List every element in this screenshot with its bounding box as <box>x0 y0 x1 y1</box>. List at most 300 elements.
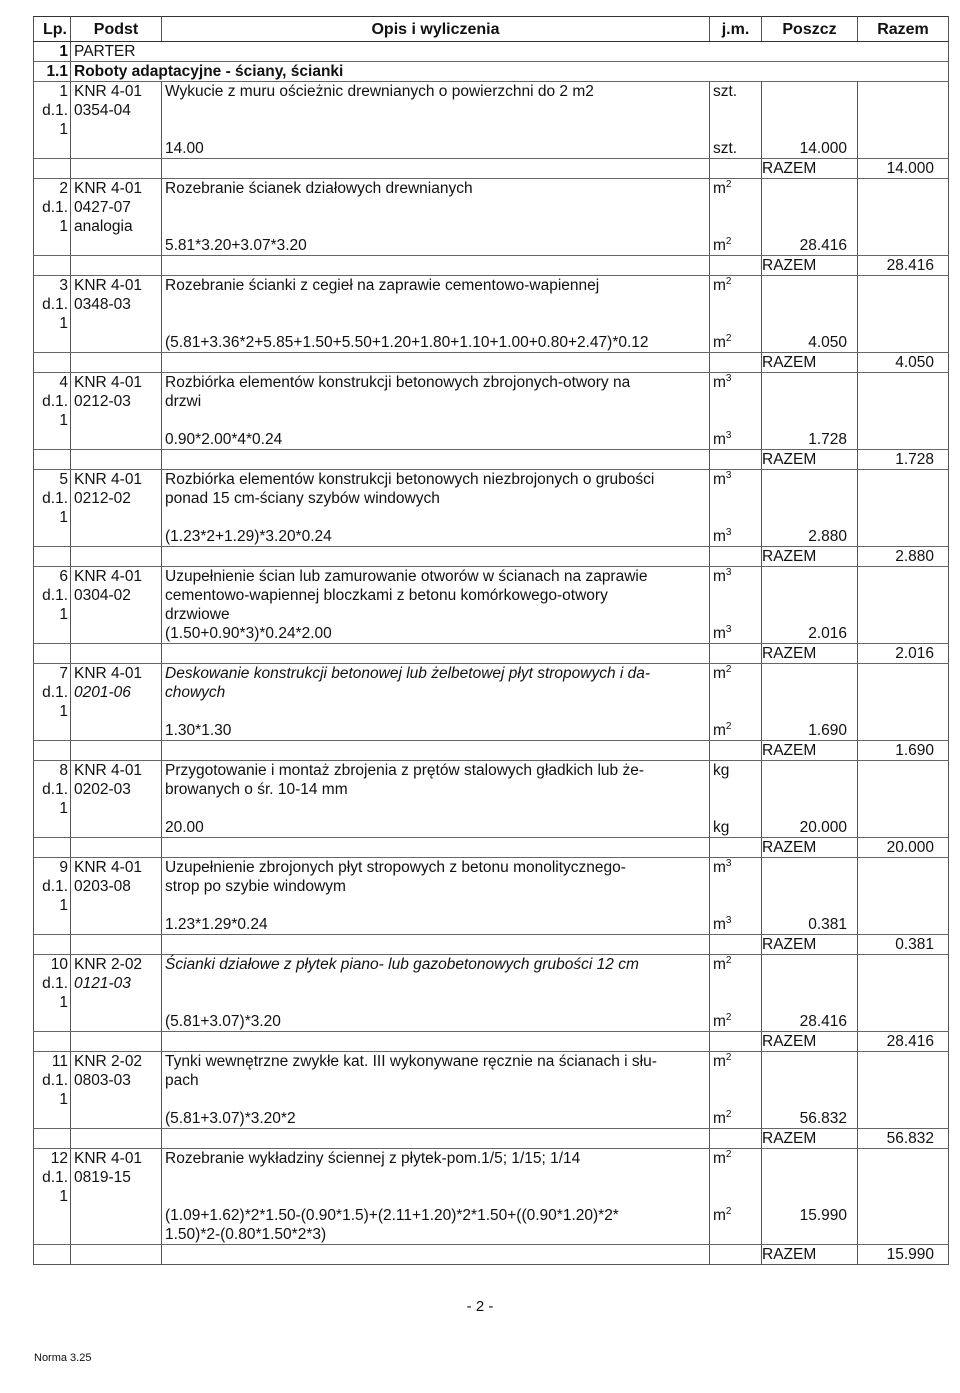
item-description-line: Rozebranie ścianek działowych drewnianych <box>162 179 710 199</box>
item-calculation: 14.00 <box>162 139 710 159</box>
item-unit-text: $m^3$ <box>713 469 732 488</box>
item-row-2 <box>34 179 949 199</box>
item-empty <box>710 547 762 567</box>
item-description-line: drzwiowe <box>162 605 710 624</box>
item-row-8 <box>34 761 949 781</box>
item-description-line <box>162 198 710 217</box>
item-unit-text: $m^3$ <box>713 566 732 585</box>
item-description-line <box>162 974 710 993</box>
item-calc-unit-text: $m^2$ <box>713 332 732 351</box>
item-calc-row <box>34 333 949 353</box>
item-description-line: chowych <box>162 683 710 702</box>
item-unit-text: $m^3$ <box>713 857 732 876</box>
item-empty <box>710 1129 762 1149</box>
item-description-line <box>162 799 710 818</box>
item-unit <box>710 179 762 199</box>
item-row-cont <box>34 799 949 818</box>
item-empty <box>34 818 71 838</box>
item-unit <box>710 1052 762 1072</box>
item-empty <box>858 858 949 878</box>
item-lp-prefix: d.1. <box>34 877 71 896</box>
item-description-line: Rozbiórka elementów konstrukcji betonowych niezbrojonych o grubości <box>162 470 710 490</box>
item-empty <box>710 586 762 605</box>
item-total-value: 28.416 <box>858 256 949 276</box>
item-calculation: 1.23*1.29*0.24 <box>162 915 710 935</box>
subsection-row <box>34 62 949 82</box>
item-empty <box>71 1245 162 1265</box>
item-description-line <box>162 314 710 333</box>
item-empty <box>762 974 858 993</box>
item-empty <box>710 353 762 373</box>
item-empty <box>762 1149 858 1169</box>
item-calc-unit <box>710 1109 762 1129</box>
item-empty <box>858 82 949 102</box>
item-empty <box>710 392 762 411</box>
item-empty <box>710 198 762 217</box>
item-empty <box>762 586 858 605</box>
item-podst-code: 0819-15 <box>71 1168 162 1187</box>
item-empty <box>762 993 858 1012</box>
item-podst-code: 0304-02 <box>71 586 162 605</box>
item-total-label: RAZEM <box>762 450 858 470</box>
item-empty <box>762 1187 858 1206</box>
item-empty <box>710 935 762 955</box>
item-empty <box>762 799 858 818</box>
item-empty <box>858 664 949 684</box>
item-calc-unit-text: szt. <box>713 140 738 157</box>
item-total-row <box>34 547 949 567</box>
item-poszcz-value: 1.728 <box>762 430 858 450</box>
item-row-4 <box>34 373 949 393</box>
item-podst-code: 0212-03 <box>71 392 162 411</box>
item-empty <box>710 683 762 702</box>
item-empty <box>710 1225 762 1245</box>
item-empty <box>858 955 949 975</box>
item-row-3 <box>34 276 949 296</box>
item-description-line: drzwi <box>162 392 710 411</box>
item-empty <box>858 974 949 993</box>
item-empty <box>34 1206 71 1225</box>
item-lp-count: 1 <box>34 799 71 818</box>
item-description-line: Rozebranie wykładziny ściennej z płytek-pom.1/5; 1/15; 1/14 <box>162 1149 710 1169</box>
item-description-line <box>162 217 710 236</box>
item-empty <box>858 761 949 781</box>
item-empty <box>710 217 762 236</box>
item-calc-unit <box>710 818 762 838</box>
item-podst-code: 0202-03 <box>71 780 162 799</box>
item-empty <box>858 780 949 799</box>
item-row-cont <box>34 993 949 1012</box>
item-empty <box>762 664 858 684</box>
item-row-cont <box>34 1168 949 1187</box>
item-total-row <box>34 838 949 858</box>
item-empty <box>71 139 162 159</box>
item-empty <box>710 1032 762 1052</box>
item-empty <box>710 1071 762 1090</box>
item-lp-count: 1 <box>34 702 71 721</box>
item-podst-catalog: KNR 4-01 <box>71 1149 162 1169</box>
item-row-cont <box>34 683 949 702</box>
item-empty <box>71 236 162 256</box>
item-empty <box>762 373 858 393</box>
item-lp: 8 <box>34 761 71 781</box>
item-empty <box>762 101 858 120</box>
item-empty <box>34 139 71 159</box>
item-row-cont <box>34 586 949 605</box>
item-total-value: 28.416 <box>858 1032 949 1052</box>
item-empty <box>710 1090 762 1109</box>
item-empty <box>71 1225 162 1245</box>
item-row-cont <box>34 392 949 411</box>
item-row-10 <box>34 955 949 975</box>
item-empty <box>71 430 162 450</box>
item-row-cont <box>34 217 949 236</box>
item-lp: 6 <box>34 567 71 587</box>
item-empty <box>710 1187 762 1206</box>
item-lp: 11 <box>34 1052 71 1072</box>
item-calc-row <box>34 1206 949 1225</box>
item-unit-text: $m^2$ <box>713 1051 732 1070</box>
item-empty <box>71 1206 162 1225</box>
item-empty <box>162 450 710 470</box>
item-empty <box>858 101 949 120</box>
item-empty <box>710 101 762 120</box>
item-poszcz-value: 4.050 <box>762 333 858 353</box>
item-poszcz-value: 14.000 <box>762 139 858 159</box>
item-row-6 <box>34 567 949 587</box>
item-calc-unit-text: $m^2$ <box>713 235 732 254</box>
item-row-cont <box>34 508 949 527</box>
item-total-row <box>34 353 949 373</box>
item-empty <box>710 159 762 179</box>
item-calc-unit <box>710 236 762 256</box>
item-empty <box>71 450 162 470</box>
item-empty <box>858 120 949 139</box>
item-row-cont <box>34 896 949 915</box>
item-empty <box>71 1109 162 1129</box>
item-empty <box>710 1245 762 1265</box>
item-empty <box>34 838 71 858</box>
item-podst-catalog: KNR 4-01 <box>71 664 162 684</box>
item-empty <box>858 217 949 236</box>
item-lp: 3 <box>34 276 71 296</box>
item-description-line <box>162 1168 710 1187</box>
item-empty <box>34 333 71 353</box>
footer-software-label: Norma 3.25 <box>34 1352 92 1364</box>
item-empty <box>858 139 949 159</box>
item-empty <box>858 1012 949 1032</box>
item-row-cont <box>34 198 949 217</box>
item-podst-note <box>71 314 162 333</box>
item-unit <box>710 470 762 490</box>
item-poszcz-value: 28.416 <box>762 1012 858 1032</box>
item-description-line: Wykucie z muru ościeżnic drewnianych o powierzchni do 2 m2 <box>162 82 710 102</box>
item-podst-note <box>71 896 162 915</box>
item-empty <box>762 896 858 915</box>
item-total-label: RAZEM <box>762 353 858 373</box>
table-header-row <box>34 17 949 42</box>
item-empty <box>762 877 858 896</box>
item-empty <box>858 373 949 393</box>
item-empty <box>34 1012 71 1032</box>
item-unit <box>710 373 762 393</box>
header-jm: j.m. <box>710 17 762 42</box>
item-empty <box>34 547 71 567</box>
item-description-line: pach <box>162 1071 710 1090</box>
item-lp-prefix: d.1. <box>34 489 71 508</box>
item-empty <box>858 1206 949 1225</box>
item-empty <box>71 1032 162 1052</box>
item-lp-prefix: d.1. <box>34 1071 71 1090</box>
item-total-value: 15.990 <box>858 1245 949 1265</box>
item-calc-unit-text: $m^3$ <box>713 623 732 642</box>
item-row-cont <box>34 702 949 721</box>
item-description-line: browanych o śr. 10-14 mm <box>162 780 710 799</box>
section-lp: 1 <box>34 42 71 62</box>
item-total-label: RAZEM <box>762 256 858 276</box>
item-description-line: Przygotowanie i montaż zbrojenia z prętów stalowych gładkich lub że- <box>162 761 710 781</box>
section-row <box>34 42 949 62</box>
item-row-cont <box>34 295 949 314</box>
item-empty <box>762 955 858 975</box>
item-description-line <box>162 508 710 527</box>
item-calc-unit-text: $m^2$ <box>713 1205 732 1224</box>
item-empty <box>858 295 949 314</box>
item-empty <box>34 1109 71 1129</box>
item-podst-catalog: KNR 2-02 <box>71 955 162 975</box>
item-empty <box>858 198 949 217</box>
item-poszcz-value: 28.416 <box>762 236 858 256</box>
item-unit-text: szt. <box>713 83 738 100</box>
item-unit <box>710 664 762 684</box>
item-calc-unit-text: $m^3$ <box>713 914 732 933</box>
item-empty <box>71 527 162 547</box>
item-empty <box>710 508 762 527</box>
item-lp-count: 1 <box>34 1187 71 1206</box>
item-lp-prefix: d.1. <box>34 101 71 120</box>
item-empty <box>710 120 762 139</box>
table-body <box>34 42 949 1265</box>
item-row-cont <box>34 101 949 120</box>
item-unit-text: kg <box>713 762 730 779</box>
item-total-label: RAZEM <box>762 741 858 761</box>
item-podst-note <box>71 1187 162 1206</box>
item-total-label: RAZEM <box>762 644 858 664</box>
item-lp-prefix: d.1. <box>34 198 71 217</box>
item-lp-prefix: d.1. <box>34 780 71 799</box>
item-empty <box>858 470 949 490</box>
item-empty <box>34 741 71 761</box>
item-lp-prefix: d.1. <box>34 392 71 411</box>
item-total-value: 2.880 <box>858 547 949 567</box>
item-lp-prefix: d.1. <box>34 586 71 605</box>
item-empty <box>858 799 949 818</box>
item-description-line <box>162 411 710 430</box>
item-podst-code: 0201-06 <box>71 683 162 702</box>
item-podst-note <box>71 411 162 430</box>
item-lp: 10 <box>34 955 71 975</box>
item-lp-count: 1 <box>34 993 71 1012</box>
item-empty <box>858 489 949 508</box>
item-unit <box>710 276 762 296</box>
item-total-row <box>34 1032 949 1052</box>
item-empty <box>710 741 762 761</box>
item-empty <box>710 799 762 818</box>
item-calculation: 1.30*1.30 <box>162 721 710 741</box>
item-empty <box>858 605 949 624</box>
item-empty <box>162 838 710 858</box>
item-lp: 4 <box>34 373 71 393</box>
item-calc-unit <box>710 139 762 159</box>
item-podst-catalog: KNR 4-01 <box>71 82 162 102</box>
item-empty <box>710 974 762 993</box>
item-empty <box>858 567 949 587</box>
item-poszcz-value: 2.016 <box>762 624 858 644</box>
item-total-value: 2.016 <box>858 644 949 664</box>
item-podst-note <box>71 1090 162 1109</box>
item-poszcz-value: 56.832 <box>762 1109 858 1129</box>
item-calculation: (1.09+1.62)*2*1.50-(0.90*1.5)+(2.11+1.20)*2*1.50+((0.90*1.20)*2* <box>162 1206 710 1225</box>
item-empty <box>858 1168 949 1187</box>
item-lp-prefix: d.1. <box>34 683 71 702</box>
header-podst: Podst <box>71 17 162 42</box>
item-row-cont <box>34 411 949 430</box>
item-description-line <box>162 896 710 915</box>
item-unit-text: $m^3$ <box>713 372 732 391</box>
item-lp-prefix: d.1. <box>34 1168 71 1187</box>
item-calc-unit <box>710 430 762 450</box>
item-calc-row <box>34 818 949 838</box>
item-empty <box>762 392 858 411</box>
item-row-cont <box>34 877 949 896</box>
item-row-9 <box>34 858 949 878</box>
item-total-label: RAZEM <box>762 1129 858 1149</box>
item-lp-prefix: d.1. <box>34 974 71 993</box>
item-calculation: (1.50+0.90*3)*0.24*2.00 <box>162 624 710 644</box>
subsection-lp: 1.1 <box>34 62 71 82</box>
item-unit <box>710 761 762 781</box>
item-empty <box>762 1052 858 1072</box>
item-empty <box>71 624 162 644</box>
item-podst-catalog: KNR 4-01 <box>71 179 162 199</box>
item-empty <box>710 1168 762 1187</box>
item-calculation: (5.81+3.07)*3.20 <box>162 1012 710 1032</box>
item-total-label: RAZEM <box>762 1032 858 1052</box>
item-empty <box>762 605 858 624</box>
item-empty <box>858 276 949 296</box>
item-podst-note <box>71 605 162 624</box>
item-empty <box>34 721 71 741</box>
item-total-value: 0.381 <box>858 935 949 955</box>
item-podst-code: 0212-02 <box>71 489 162 508</box>
item-calc-unit-text: $m^3$ <box>713 429 732 448</box>
item-empty <box>71 818 162 838</box>
item-calc-unit <box>710 624 762 644</box>
item-empty <box>858 993 949 1012</box>
item-empty <box>858 392 949 411</box>
item-total-row <box>34 935 949 955</box>
item-empty <box>162 644 710 664</box>
item-podst-code: 0203-08 <box>71 877 162 896</box>
item-empty <box>34 1225 71 1245</box>
item-empty <box>858 1090 949 1109</box>
item-empty <box>34 915 71 935</box>
item-lp: 7 <box>34 664 71 684</box>
item-lp-count: 1 <box>34 605 71 624</box>
item-empty <box>710 702 762 721</box>
item-total-row <box>34 159 949 179</box>
item-podst-catalog: KNR 2-02 <box>71 1052 162 1072</box>
item-empty <box>762 702 858 721</box>
item-calc-unit <box>710 721 762 741</box>
item-row-cont <box>34 489 949 508</box>
item-row-cont <box>34 314 949 333</box>
item-empty <box>858 1052 949 1072</box>
item-empty <box>762 120 858 139</box>
item-calculation: (5.81+3.07)*3.20*2 <box>162 1109 710 1129</box>
item-lp-count: 1 <box>34 217 71 236</box>
item-description-line: Rozebranie ścianki z cegieł na zaprawie cementowo-wapiennej <box>162 276 710 296</box>
item-unit-text: $m^2$ <box>713 954 732 973</box>
item-total-row <box>34 256 949 276</box>
item-empty <box>762 179 858 199</box>
item-empty <box>858 314 949 333</box>
item-empty <box>762 411 858 430</box>
item-empty <box>762 470 858 490</box>
item-empty <box>71 721 162 741</box>
item-row-cont <box>34 1071 949 1090</box>
item-total-label: RAZEM <box>762 159 858 179</box>
item-empty <box>34 1032 71 1052</box>
item-unit <box>710 1149 762 1169</box>
item-lp: 9 <box>34 858 71 878</box>
item-total-value: 14.000 <box>858 159 949 179</box>
item-description-line: cementowo-wapiennej bloczkami z betonu komórkowego-otwory <box>162 586 710 605</box>
item-calc-row <box>34 430 949 450</box>
item-empty <box>71 1129 162 1149</box>
item-lp-count: 1 <box>34 508 71 527</box>
item-empty <box>71 838 162 858</box>
item-empty <box>71 333 162 353</box>
item-empty <box>858 333 949 353</box>
item-lp-prefix: d.1. <box>34 295 71 314</box>
item-empty <box>762 314 858 333</box>
item-empty <box>762 508 858 527</box>
item-empty <box>858 1071 949 1090</box>
item-empty <box>162 935 710 955</box>
item-empty <box>162 1245 710 1265</box>
item-empty <box>858 721 949 741</box>
subsection-title: Roboty adaptacyjne - ściany, ścianki <box>71 62 949 82</box>
item-empty <box>858 624 949 644</box>
item-empty <box>710 411 762 430</box>
item-description-line <box>162 1090 710 1109</box>
item-empty <box>71 159 162 179</box>
item-description-line: strop po szybie windowym <box>162 877 710 896</box>
item-total-label: RAZEM <box>762 935 858 955</box>
item-podst-note: analogia <box>71 217 162 236</box>
item-lp-count: 1 <box>34 120 71 139</box>
item-total-row <box>34 741 949 761</box>
item-calc-unit-text: kg <box>713 819 730 836</box>
item-empty <box>710 993 762 1012</box>
item-empty <box>710 896 762 915</box>
item-empty <box>762 858 858 878</box>
item-unit-text: $m^2$ <box>713 178 732 197</box>
item-description-line <box>162 120 710 139</box>
item-total-value: 20.000 <box>858 838 949 858</box>
item-empty <box>858 430 949 450</box>
